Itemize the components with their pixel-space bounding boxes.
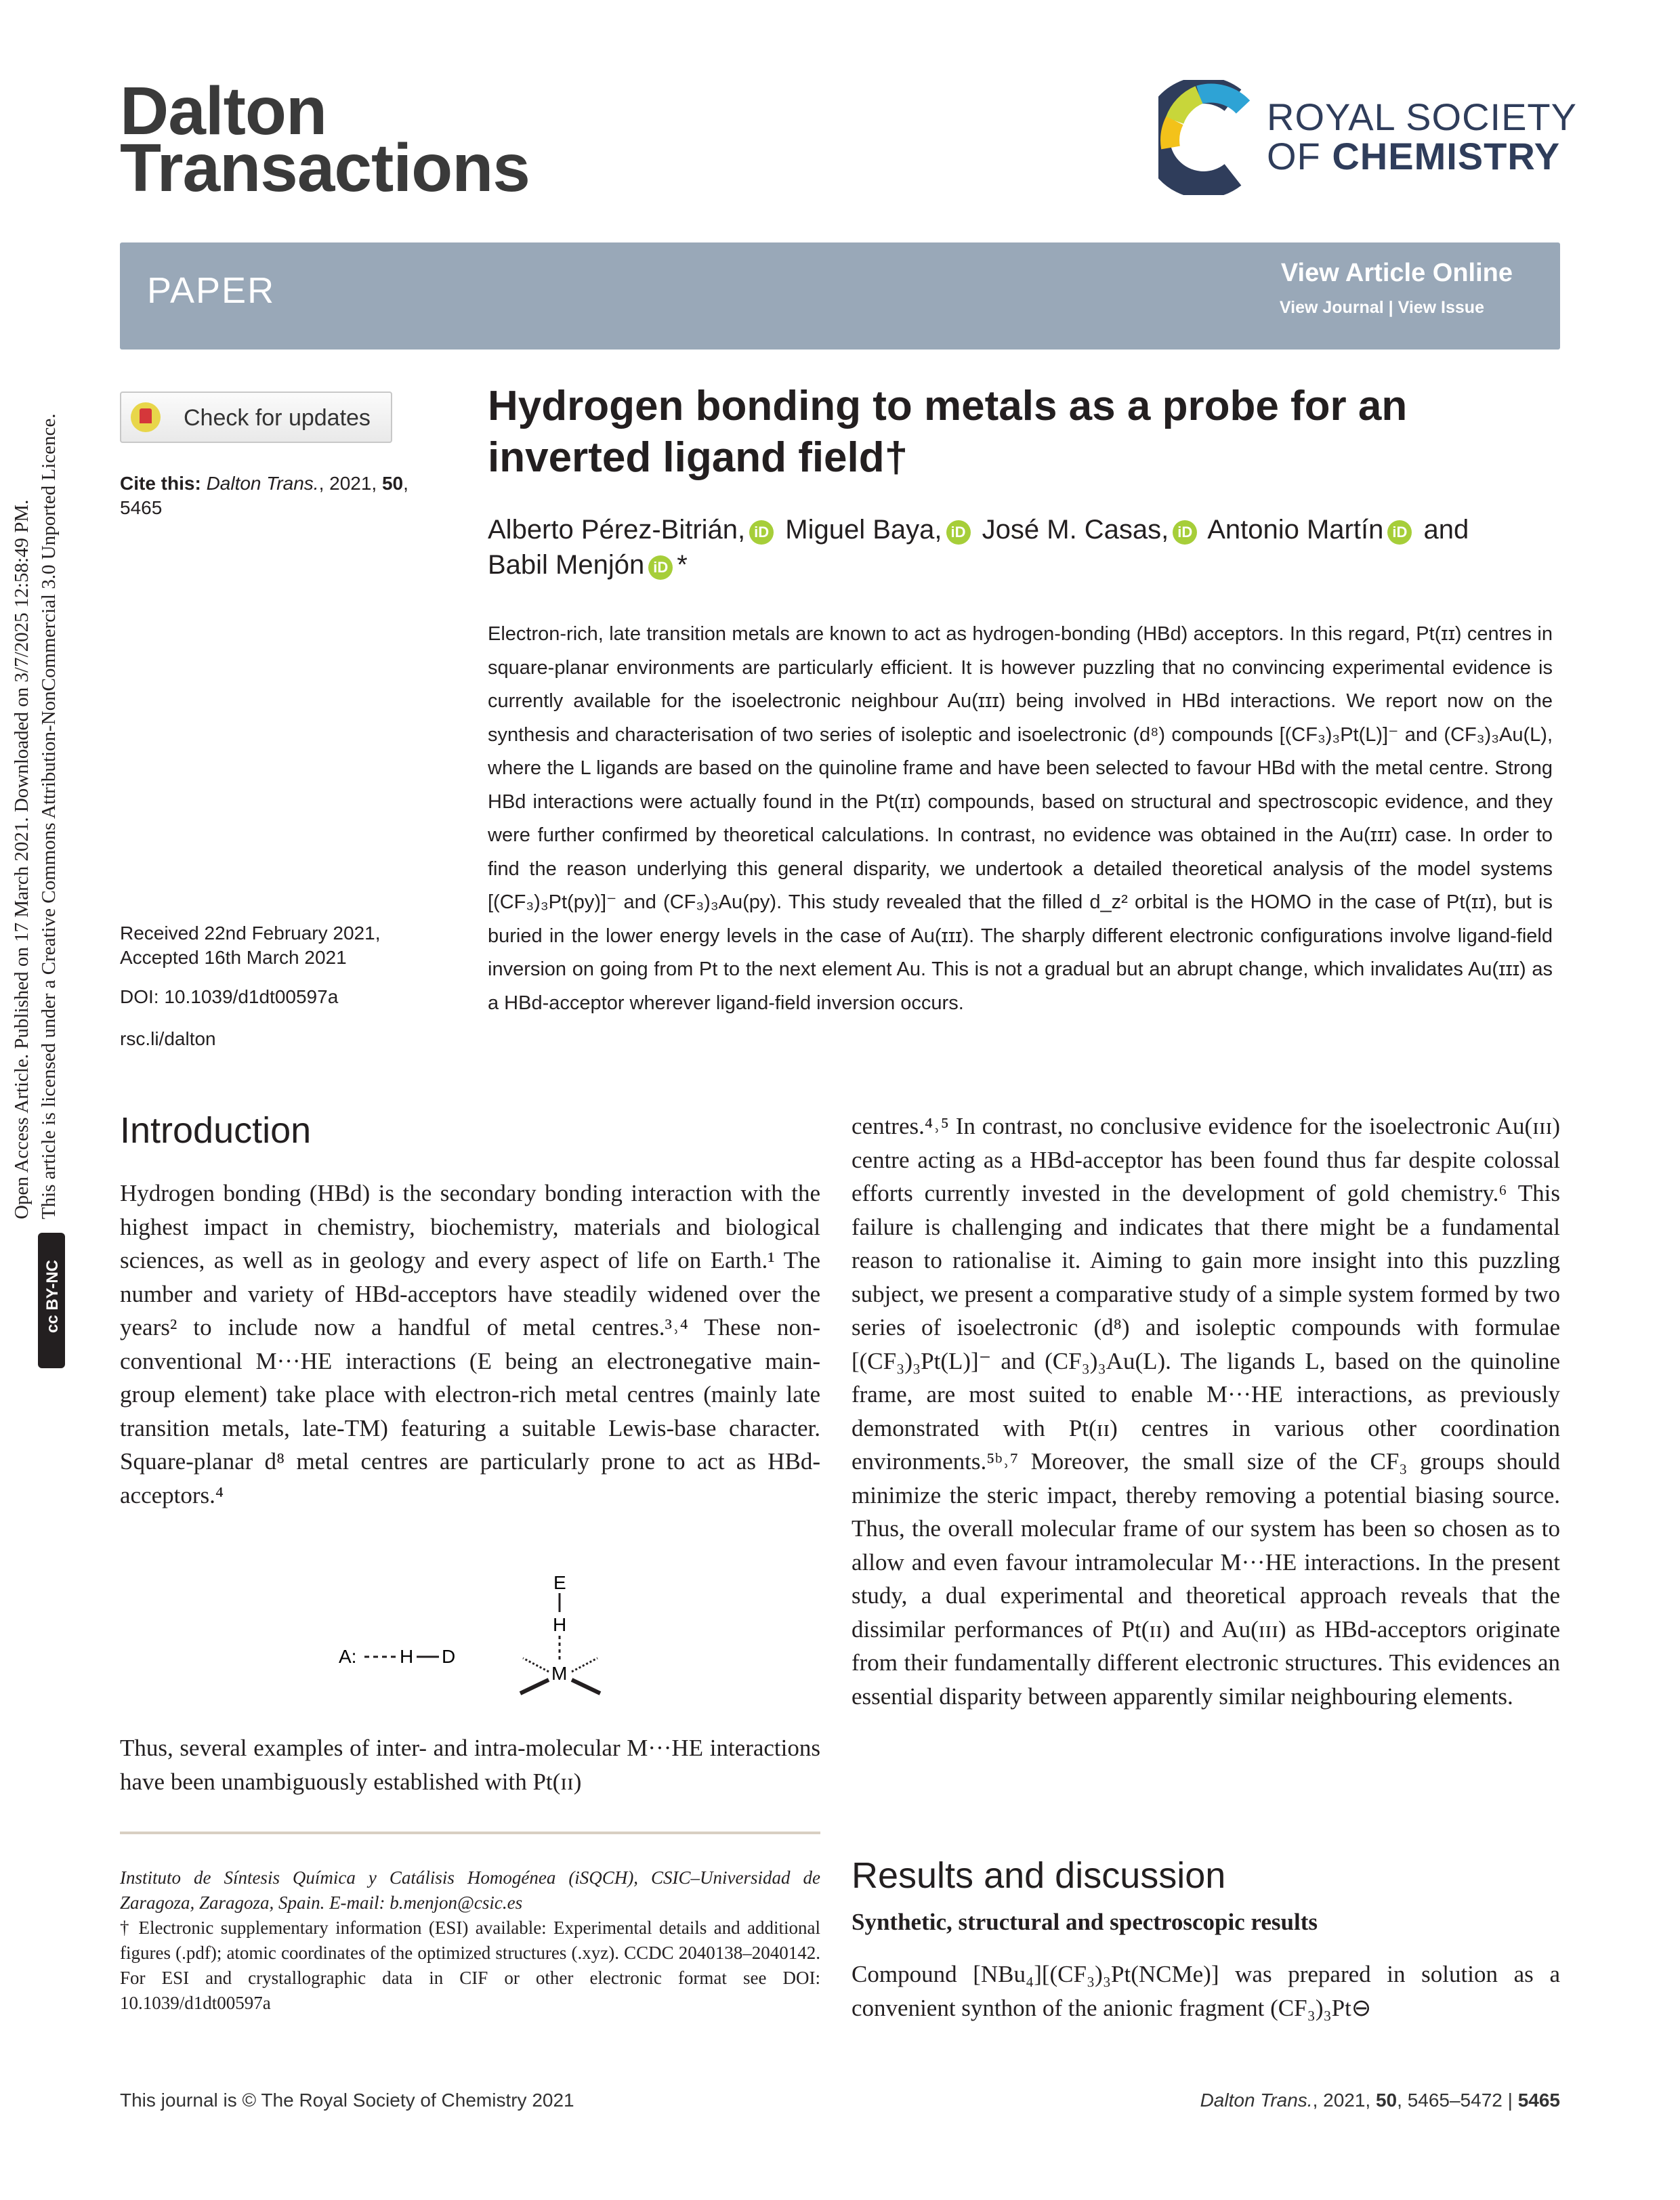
rsc-logo[interactable]: [1158, 80, 1577, 195]
hbd-scheme: [325, 1571, 637, 1714]
scheme-e: E: [553, 1572, 566, 1593]
journal-title: [120, 73, 530, 206]
rsc-line2-bold: CHEMISTRY: [1332, 135, 1561, 177]
author-name: Alberto Pérez-Bitrián,: [488, 515, 746, 545]
journal-title-line2: Transactions: [120, 130, 530, 206]
cite-journal: Dalton Trans.: [206, 473, 319, 494]
scheme-d: D: [442, 1646, 456, 1667]
view-issue-link[interactable]: View Issue: [1398, 298, 1484, 317]
open-access-notice: [8, 414, 62, 1220]
doi[interactable]: DOI: 10.1039/d1dt00597a: [120, 986, 339, 1007]
footer-volume: 50: [1375, 2090, 1398, 2111]
link-separator: |: [1388, 298, 1393, 317]
footer-pages: , 5465–5472: [1397, 2090, 1503, 2111]
orcid-icon[interactable]: iD: [946, 520, 971, 545]
view-article-online-link[interactable]: View Article Online: [1280, 259, 1513, 287]
orcid-icon[interactable]: iD: [1173, 520, 1197, 545]
hbd-scheme-drawing: [325, 1571, 637, 1714]
footer-citation: [1200, 2090, 1560, 2111]
view-journal-link[interactable]: View Journal: [1279, 298, 1384, 317]
rsc-wordmark: [1267, 98, 1577, 176]
received-date: Received 22nd February 2021,: [120, 923, 381, 944]
esi-footnote: † Electronic supplementary information (ESI) available: Experimental details and additional figures (.pdf); atomic coordinates of the optimized structures (.xyz). CCDC 2040138–2040142. For ESI and crystallographic data in CIF or other electronic format see DOI: 10.1039/d1dt00597a: [120, 1918, 820, 2013]
author-conjunction: and: [1423, 515, 1469, 545]
orcid-icon[interactable]: iD: [749, 520, 774, 545]
cite-label: Cite this:: [120, 473, 201, 494]
rsc-line2-prefix: OF: [1267, 135, 1332, 177]
check-updates-label: Check for updates: [184, 405, 371, 431]
author-list: [488, 512, 1545, 583]
intro-paragraph-1: Hydrogen bonding (HBd) is the secondary bonding interaction with the highest impact in chemistry, biochemistry, materials and biological sciences, as well as in geology and every aspect of life on Earth.¹ The number and variety of HBd-acceptors have steadily widened over the years² to include now a handful of metal centres.³˒⁴ These non-conventional M···HE interactions (E being an electronegative main-group element) take place with electron-rich metal centres (mainly late transition metals, late-TM) featuring a suitable Lewis-base character. Square-planar d⁸ metal centres are particularly prone to act as HBd-acceptors.⁴: [120, 1180, 820, 1508]
results-subheading: Synthetic, structural and spectroscopic results: [852, 1909, 1318, 1935]
licence-line2[interactable]: This article is licensed under a Creative Commons Attribution-NonCommercial 3.0 Unported Licence.: [38, 413, 60, 1219]
orcid-icon[interactable]: iD: [1387, 520, 1412, 545]
article-type-label: PAPER: [147, 270, 276, 311]
author-name: Miguel Baya,: [785, 515, 942, 545]
page-number: 5465: [1517, 2090, 1560, 2111]
open-access-line1: Open Access Article. Published on 17 March 2021. Downloaded on 3/7/2025 12:58:49 PM.: [11, 499, 33, 1219]
author-name: José M. Casas,: [982, 515, 1169, 545]
journal-title-line1: Dalton: [120, 73, 327, 149]
results-heading: Results and discussion: [852, 1855, 1226, 1896]
footer-journal: Dalton Trans.: [1200, 2090, 1313, 2111]
rsc-line1: ROYAL SOCIETY: [1267, 96, 1577, 138]
scheme-h1: H: [400, 1646, 414, 1667]
corresponding-asterisk: *: [677, 550, 688, 580]
author-name: Babil Menjón: [488, 550, 645, 580]
footer-year: , 2021,: [1312, 2090, 1376, 2111]
article-title-line2: inverted ligand field†: [488, 434, 908, 481]
orcid-icon[interactable]: iD: [648, 555, 673, 580]
introduction-heading: Introduction: [120, 1110, 312, 1151]
dates: [120, 921, 380, 970]
article-title: [488, 381, 1545, 484]
scheme-h2: H: [553, 1614, 567, 1635]
footer-separator: |: [1507, 2090, 1513, 2111]
results-paragraph: Compound [NBu₄][(CF₃)₃Pt(NCMe)] was prepared in solution as a convenient synthon of the anionic fragment (CF₃)₃Pt⊖: [852, 1961, 1560, 2021]
check-for-updates-button[interactable]: [120, 392, 392, 443]
intro-paragraph-col2: centres.⁴˒⁵ In contrast, no conclusive evidence for the isoelectronic Au(ɪɪɪ) centre acting as a HBd-acceptor has been found thus far despite colossal efforts currently invested in the development of gold chemistry.⁶ This failure is challenging and indicates that there might be a fundamental reason to rationalise it. Aiming to gain more insight into this puzzling subject, we present a comparative study of a simple system formed by two series of isoelectronic (d⁸) and isoleptic compounds with formulae [(CF₃)₃Pt(L)]⁻ and (CF₃)₃Au(L). The ligands L, based on the quinoline frame, are most suited to enable M···HE interactions, as previously demonstrated with Pt(ɪɪ) centres in various other coordination environments.⁵ᵇ˒⁷ Moreover, the small size of the CF₃ groups should minimize the steric impact, thereby removing a potential biasing source. Thus, the overall molecular frame of our system has been so chosen as to allow and even favour intramolecular M···HE interactions. In the present study, a dual experimental and theoretical approach reveals that the dissimilar performances of Pt(ɪɪ) and Au(ɪɪɪ) as HBd-acceptors originate from their fundamentally different electronic structures. This evidences an essential disparity between apparently similar neighbouring elements.: [852, 1113, 1560, 1710]
footer-copyright: This journal is © The Royal Society of Chemistry 2021: [120, 2090, 574, 2111]
scheme-m: M: [551, 1663, 568, 1684]
scheme-a: A:: [339, 1646, 357, 1667]
author-name: Antonio Martín: [1207, 515, 1384, 545]
footnotes: [120, 1865, 820, 2016]
cc-badge-text: cc BY-NC: [43, 1259, 62, 1334]
cite-page: 5465: [120, 497, 163, 518]
abstract: Electron-rich, late transition metals are known to act as hydrogen-bonding (HBd) acceptors. In this regard, Pt(ɪɪ) centres in square-planar environments are particularly efficient. It is however puzzling that no convincing experimental evidence is currently available for the isoelectronic neighbour Au(ɪɪɪ) being involved in HBd interactions. We report now on the synthesis and characterisation of two series of isoleptic and isoelectronic (d⁸) compounds [(CF₃)₃Pt(L)]⁻ and (CF₃)₃Au(L), where the L ligands are based on the quinoline frame and have been selected to favour HBd with the metal centre. Strong HBd interactions were actually found in the Pt(ɪɪ) compounds, based on structural and spectroscopic evidence, and they were further confirmed by theoretical calculations. In contrast, no evidence was obtained in the Au(ɪɪɪ) case. In order to find the reason underlying this general disparity, we undertook a detailed theoretical analysis of the model systems [(CF₃)₃Pt(py)]⁻ and (CF₃)₃Au(py). This study revealed that the filled d_z² orbital is the HOMO in the case of Pt(ɪɪ), but is buried in the lower energy levels in the case of Au(ɪɪɪ). The sharply different electronic configurations involve ligand-field inversion on going from Pt to the next element Au. This is not a gradual but an abrupt change, which invalidates Au(ɪɪɪ) as a HBd-acceptor wherever ligand-field inversion occurs.: [488, 623, 1553, 1014]
article-type-banner: [120, 242, 1560, 350]
accepted-date: Accepted 16th March 2021: [120, 947, 347, 968]
footnote-divider: [120, 1832, 820, 1834]
intro-paragraph-2: Thus, several examples of inter- and intra-molecular M···HE interactions have been unambiguously established with Pt(ɪɪ): [120, 1735, 820, 1795]
cite-volume: 50: [381, 473, 404, 494]
cite-rest: , 2021,: [318, 473, 382, 494]
cc-license-badge[interactable]: [38, 1233, 65, 1368]
crossmark-icon: [131, 402, 161, 432]
article-title-line1: Hydrogen bonding to metals as a probe for an: [488, 383, 1408, 429]
citation: [120, 471, 408, 520]
rsc-c-icon: [1158, 80, 1260, 195]
journal-url[interactable]: rsc.li/dalton: [120, 1028, 216, 1049]
cite-comma: ,: [403, 473, 408, 494]
affiliation-footnote: Instituto de Síntesis Química y Catálisis Homogénea (iSQCH), CSIC–Universidad de Zaragoza, Zaragoza, Spain. E-mail: b.menjon@csic.es: [120, 1867, 820, 1913]
rsc-line2: [1267, 137, 1577, 176]
banner-links: [1280, 298, 1484, 318]
